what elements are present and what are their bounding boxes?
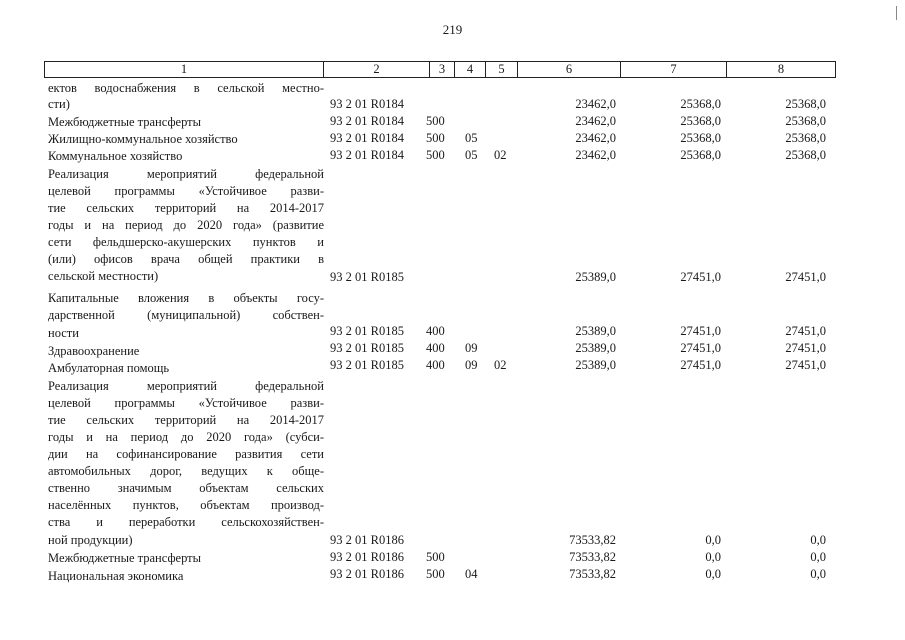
row-target-code: 93 2 01 R0184 <box>330 97 404 111</box>
row-expense-type: 500 <box>426 148 445 162</box>
row-value-col7: 27451,0 <box>680 341 721 355</box>
row-value-col8: 25368,0 <box>785 131 826 145</box>
row-description: Межбюджетные трансферты <box>48 551 202 565</box>
row-value-col8: 25368,0 <box>785 114 826 128</box>
row-description: (или) офисов врача общей практики в <box>48 252 324 266</box>
row-description: целевой программы «Устойчивое разви- <box>48 396 324 410</box>
row-subsection: 02 <box>494 148 507 162</box>
row-target-code: 93 2 01 R0185 <box>330 324 404 338</box>
row-description: сети фельдшерско-акушерских пунктов и <box>48 235 324 249</box>
row-value-col7: 25368,0 <box>680 148 721 162</box>
row-value-col7: 25368,0 <box>680 114 721 128</box>
row-target-code: 93 2 01 R0186 <box>330 567 404 581</box>
row-description: Здравоохранение <box>48 344 140 358</box>
row-description: Межбюджетные трансферты <box>48 115 202 129</box>
header-col-7: 7 <box>670 62 677 76</box>
row-description: автомобильных дорог, ведущих к обще- <box>48 464 324 478</box>
row-expense-type: 500 <box>426 131 445 145</box>
row-description: Реализация мероприятий федеральной <box>48 167 324 181</box>
row-value-col6: 25389,0 <box>575 324 616 338</box>
row-target-code: 93 2 01 R0186 <box>330 533 404 547</box>
row-description: тие сельских территорий на 2014-2017 <box>48 201 324 215</box>
row-description: целевой программы «Устойчивое разви- <box>48 184 324 198</box>
row-value-col7: 27451,0 <box>680 270 721 284</box>
row-expense-type: 400 <box>426 358 445 372</box>
row-target-code: 93 2 01 R0184 <box>330 114 404 128</box>
header-col-3: 3 <box>438 62 446 76</box>
row-expense-type: 400 <box>426 341 445 355</box>
row-description: населённых пунктов, объектам производ- <box>48 498 324 512</box>
row-value-col8: 0,0 <box>810 550 826 564</box>
row-value-col7: 0,0 <box>705 533 721 547</box>
row-value-col6: 73533,82 <box>569 533 616 547</box>
row-value-col6: 25389,0 <box>575 341 616 355</box>
row-description: ной продукции) <box>48 533 133 547</box>
row-description: сельской местности) <box>48 269 159 283</box>
row-section: 05 <box>465 131 478 145</box>
row-value-col8: 25368,0 <box>785 148 826 162</box>
row-target-code: 93 2 01 R0185 <box>330 358 404 372</box>
row-value-col6: 73533,82 <box>569 550 616 564</box>
row-value-col6: 73533,82 <box>569 567 616 581</box>
row-value-col7: 0,0 <box>705 550 721 564</box>
row-value-col7: 27451,0 <box>680 324 721 338</box>
row-target-code: 93 2 01 R0184 <box>330 148 404 162</box>
header-col-5: 5 <box>498 62 505 76</box>
page-number: 219 <box>442 22 463 37</box>
row-target-code: 93 2 01 R0184 <box>330 131 404 145</box>
row-description: сти) <box>48 97 70 111</box>
row-value-col6: 23462,0 <box>575 131 616 145</box>
row-expense-type: 400 <box>426 324 445 338</box>
row-description: ственно значимым объектам сельских <box>48 481 324 495</box>
row-expense-type: 500 <box>426 550 445 564</box>
row-description: ства и переработки сельскохозяйствен- <box>48 515 324 529</box>
row-value-col8: 25368,0 <box>785 97 826 111</box>
row-value-col8: 27451,0 <box>785 358 826 372</box>
row-value-col8: 0,0 <box>810 567 826 581</box>
row-target-code: 93 2 01 R0186 <box>330 550 404 564</box>
row-description: Жилищно-коммунальное хозяйство <box>48 132 238 146</box>
row-description: дарственной (муниципальной) собствен- <box>48 308 324 322</box>
row-description: годы и на период до 2020 года» (развитие <box>48 218 324 232</box>
row-value-col6: 23462,0 <box>575 148 616 162</box>
row-description: ектов водоснабжения в сельской местно- <box>48 81 324 95</box>
row-description: Реализация мероприятий федеральной <box>48 379 324 393</box>
header-col-1: 1 <box>180 62 188 76</box>
row-expense-type: 500 <box>426 114 445 128</box>
row-value-col7: 0,0 <box>705 567 721 581</box>
row-section: 04 <box>465 567 478 581</box>
row-value-col6: 23462,0 <box>575 114 616 128</box>
row-description: дии на софинансирование развития сети <box>48 447 324 461</box>
row-section: 05 <box>465 148 478 162</box>
row-value-col6: 23462,0 <box>575 97 616 111</box>
row-value-col7: 27451,0 <box>680 358 721 372</box>
header-col-8: 8 <box>777 62 785 76</box>
header-col-4: 4 <box>466 62 474 76</box>
row-target-code: 93 2 01 R0185 <box>330 341 404 355</box>
row-value-col6: 25389,0 <box>575 358 616 372</box>
row-description: годы и на период до 2020 года» (субси- <box>48 430 324 444</box>
header-col-6: 6 <box>565 62 573 76</box>
row-subsection: 02 <box>494 358 507 372</box>
row-description: ности <box>48 326 79 340</box>
row-description: Коммунальное хозяйство <box>48 149 183 163</box>
row-description: тие сельских территорий на 2014-2017 <box>48 413 324 427</box>
row-value-col8: 27451,0 <box>785 324 826 338</box>
row-value-col8: 27451,0 <box>785 270 826 284</box>
row-value-col8: 0,0 <box>810 533 826 547</box>
row-value-col7: 25368,0 <box>680 131 721 145</box>
row-value-col7: 25368,0 <box>680 97 721 111</box>
scan-edge-mark <box>896 6 897 20</box>
header-col-2: 2 <box>373 62 380 76</box>
row-value-col6: 25389,0 <box>575 270 616 284</box>
row-target-code: 93 2 01 R0185 <box>330 270 404 284</box>
row-description: Амбулаторная помощь <box>48 361 170 375</box>
row-expense-type: 500 <box>426 567 445 581</box>
row-description: Капитальные вложения в объекты госу- <box>48 291 324 305</box>
row-section: 09 <box>465 358 478 372</box>
row-description: Национальная экономика <box>48 569 184 583</box>
row-value-col8: 27451,0 <box>785 341 826 355</box>
table-header <box>44 61 836 78</box>
row-section: 09 <box>465 341 478 355</box>
